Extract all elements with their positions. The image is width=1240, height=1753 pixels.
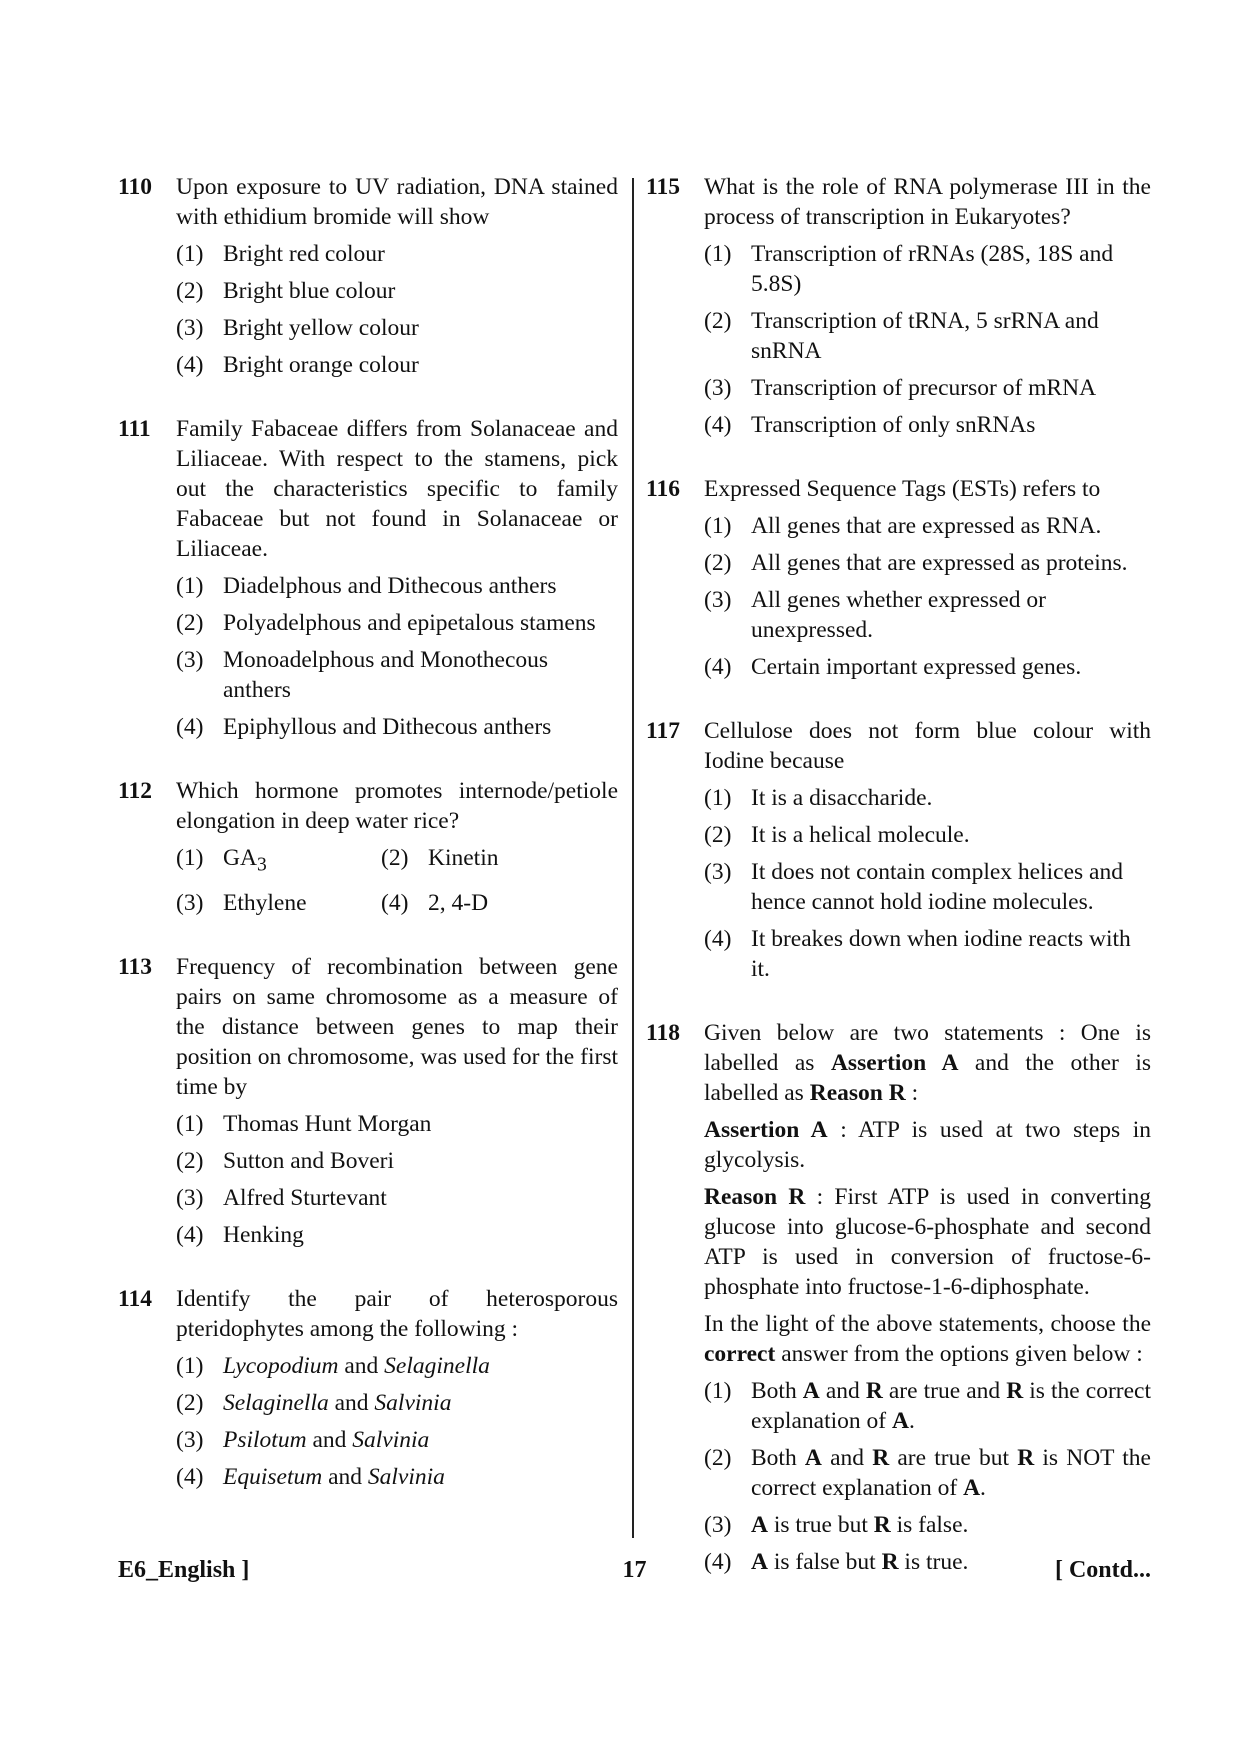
- option-number: (2): [176, 1389, 204, 1416]
- option-text: Polyadelphous and epipetalous stamens: [223, 610, 596, 636]
- option-text: Kinetin: [428, 845, 499, 871]
- option-text: are true and: [888, 1378, 1001, 1404]
- option-text: is false but: [773, 1549, 876, 1575]
- option-4: [381, 888, 581, 918]
- option-3: [704, 1510, 1151, 1540]
- page-footer: [118, 1555, 1151, 1587]
- option-conjunction: and: [328, 1463, 363, 1490]
- option-R: R: [873, 1512, 891, 1538]
- option-number: (1): [704, 241, 732, 267]
- option-text: Bright yellow colour: [223, 315, 419, 341]
- question-110: [118, 172, 618, 380]
- question-stem: Identify the pair of heterosporous pteridophytes among the following :: [176, 1285, 618, 1342]
- option-A: A: [802, 1378, 820, 1404]
- option-text: All genes that are expressed as RNA.: [751, 513, 1102, 539]
- question-number: 117: [646, 718, 680, 744]
- option-3: [704, 373, 1151, 403]
- option-3: [176, 1425, 618, 1455]
- instruction-text: answer from the options given below :: [781, 1341, 1143, 1367]
- option-3: [176, 313, 618, 343]
- question-117: [646, 716, 1151, 984]
- question-111: [118, 414, 618, 742]
- option-A: A: [751, 1549, 768, 1575]
- option-4: [704, 410, 1151, 440]
- option-text: is false.: [896, 1512, 969, 1538]
- option-4: [176, 712, 618, 742]
- assertion-label: Assertion A: [830, 1050, 959, 1076]
- option-4: [704, 924, 1151, 984]
- page-number: 17: [622, 1557, 647, 1583]
- question-number: 111: [118, 416, 151, 442]
- option-text: is true.: [904, 1549, 969, 1575]
- question-118: [646, 1018, 1151, 1577]
- option-3: [704, 585, 1151, 645]
- question-number: 114: [118, 1285, 152, 1312]
- option-number: (2): [704, 308, 732, 334]
- option-number: (3): [176, 647, 204, 673]
- option-text: All genes whether expressed or unexpressed.: [751, 587, 1046, 643]
- options-grid: [176, 843, 618, 918]
- assertion-statement: [704, 1115, 1151, 1175]
- option-text: Alfred Sturtevant: [223, 1184, 387, 1211]
- instruction-text: In the light of the above statements, choose the: [704, 1311, 1151, 1337]
- option-text: are true but: [897, 1445, 1009, 1471]
- option-number: (2): [176, 610, 204, 636]
- option-2: [176, 1388, 618, 1418]
- question-number: 116: [646, 476, 680, 502]
- stem-text: Given below are two statements : One is labelled as: [704, 1020, 1151, 1076]
- option-text: Epiphyllous and Dithecous anthers: [223, 714, 552, 740]
- option-text: Bright orange colour: [223, 352, 419, 378]
- option-number: (4): [176, 1463, 204, 1490]
- option-number: (1): [176, 845, 204, 871]
- option-number: (4): [704, 654, 732, 680]
- option-R: R: [872, 1445, 890, 1471]
- option-2: [176, 1146, 618, 1176]
- option-number: (3): [704, 375, 732, 401]
- reason-label: Reason R: [704, 1184, 806, 1210]
- option-genus-a: Equisetum: [223, 1463, 323, 1490]
- option-text: Bright red colour: [223, 241, 385, 267]
- option-text: Transcription of precursor of mRNA: [751, 375, 1097, 401]
- emphasis-word: correct: [704, 1341, 776, 1367]
- question-stem: Expressed Sequence Tags (ESTs) refers to: [704, 476, 1101, 502]
- question-115: [646, 172, 1151, 440]
- option-4: [176, 350, 618, 380]
- option-2: [704, 548, 1151, 578]
- question-114: [118, 1284, 618, 1492]
- option-text: Both: [751, 1378, 797, 1404]
- reason-statement: [704, 1182, 1151, 1302]
- option-1: [704, 783, 1151, 813]
- question-stem: Frequency of recombination between gene pairs on same chromosome as a measure of the distance between genes to map their position on chromosome, was used for the first time by: [176, 953, 618, 1100]
- option-1: [704, 1376, 1151, 1436]
- option-text: Monoadelphous and Monothecous anthers: [223, 647, 549, 703]
- option-4: [176, 1462, 618, 1492]
- option-2: [176, 276, 618, 306]
- option-conjunction: and: [334, 1389, 369, 1416]
- option-number: (3): [176, 1426, 204, 1453]
- option-text: Bright blue colour: [223, 278, 396, 304]
- option-genus-b: Salvinia: [367, 1463, 445, 1490]
- option-1: [704, 239, 1151, 299]
- option-1: [176, 1109, 618, 1139]
- option-4: [176, 1220, 618, 1250]
- option-text: It is a disaccharide.: [751, 785, 933, 811]
- continued-label: [ Contd...: [1054, 1557, 1151, 1583]
- option-text: Thomas Hunt Morgan: [223, 1110, 432, 1137]
- option-text: .: [908, 1408, 915, 1434]
- option-number: (1): [704, 513, 732, 539]
- option-3: [704, 857, 1151, 917]
- footer-label: E6_English ]: [118, 1557, 250, 1583]
- option-text: and: [830, 1445, 865, 1471]
- stem-text: :: [911, 1080, 919, 1106]
- option-R: R: [865, 1378, 883, 1404]
- option-number: (4): [381, 889, 409, 916]
- option-text: Both: [751, 1445, 797, 1471]
- question-number: 115: [646, 174, 680, 200]
- stem-text: and the other is labelled as: [704, 1050, 1151, 1106]
- option-number: (3): [704, 859, 732, 885]
- option-text: is true but: [773, 1512, 868, 1538]
- option-R: R: [1017, 1445, 1035, 1471]
- option-number: (1): [176, 1110, 204, 1137]
- option-number: (3): [704, 587, 732, 613]
- assertion-label: Assertion A: [704, 1117, 828, 1143]
- option-text: It breakes down when iodine reacts with it.: [751, 926, 1131, 982]
- option-subscript: 3: [256, 854, 267, 876]
- question-112: [118, 776, 618, 918]
- option-number: (4): [704, 1549, 732, 1575]
- right-column: [646, 172, 1151, 1577]
- option-1: [176, 1351, 618, 1381]
- option-text: Transcription of tRNA, 5 srRNA and snRNA: [751, 308, 1099, 364]
- option-text: is NOT the correct explanation of: [751, 1445, 1151, 1501]
- option-number: (3): [176, 1184, 204, 1211]
- option-text: is the correct explanation of: [751, 1378, 1151, 1434]
- option-3: [176, 645, 618, 705]
- option-conjunction: and: [344, 1352, 379, 1379]
- question-113: [118, 952, 618, 1250]
- option-text: GA: [223, 845, 257, 871]
- option-text: .: [980, 1475, 986, 1501]
- question-stem: Which hormone promotes internode/petiole elongation in deep water rice?: [176, 778, 618, 834]
- option-number: (2): [176, 1147, 204, 1174]
- option-number: (1): [704, 785, 732, 811]
- option-A: A: [963, 1475, 981, 1501]
- question-number: 110: [118, 174, 152, 200]
- option-A: A: [804, 1445, 822, 1471]
- instruction: [704, 1309, 1151, 1369]
- option-A: A: [891, 1408, 909, 1434]
- option-number: (4): [704, 412, 732, 438]
- question-stem: Cellulose does not form blue colour with Iodine because: [704, 718, 1151, 774]
- question-number: 113: [118, 953, 152, 980]
- reason-text: : First ATP is used in converting glucose into glucose-6-phosphate and second ATP is used in conversion of fructose-6-phosphate into fructose-1-6-diphosphate.: [704, 1184, 1151, 1300]
- option-genus-b: Salvinia: [352, 1426, 430, 1453]
- option-3: [176, 1183, 618, 1213]
- option-2: [176, 608, 618, 638]
- option-text: Transcription of rRNAs (28S, 18S and 5.8S): [751, 241, 1114, 297]
- option-text: Sutton and Boveri: [223, 1147, 395, 1174]
- option-number: (1): [176, 241, 204, 267]
- option-text: Certain important expressed genes.: [751, 654, 1082, 680]
- question-116: [646, 474, 1151, 682]
- question-stem: Upon exposure to UV radiation, DNA stained with ethidium bromide will show: [176, 174, 618, 230]
- option-genus-b: Salvinia: [374, 1389, 452, 1416]
- option-number: (2): [704, 822, 732, 848]
- option-conjunction: and: [312, 1426, 347, 1453]
- option-number: (2): [704, 550, 732, 576]
- option-number: (3): [176, 315, 204, 341]
- question-stem: [704, 1018, 1151, 1108]
- question-stem: What is the role of RNA polymerase III in the process of transcription in Eukaryotes?: [704, 174, 1151, 230]
- assertion-text: : ATP is used at two steps in glycolysis.: [704, 1117, 1151, 1173]
- option-number: (2): [176, 278, 204, 304]
- option-text: All genes that are expressed as proteins.: [751, 550, 1128, 576]
- column-divider: [632, 178, 634, 1538]
- option-4: [704, 652, 1151, 682]
- option-1: [176, 571, 618, 601]
- option-number: (1): [176, 573, 204, 599]
- option-text: Transcription of only snRNAs: [751, 412, 1036, 438]
- option-2: [381, 843, 581, 881]
- option-number: (2): [704, 1445, 732, 1471]
- option-text: 2, 4-D: [428, 889, 489, 916]
- question-number: 118: [646, 1020, 680, 1046]
- option-text: and: [825, 1378, 860, 1404]
- option-A: A: [751, 1512, 768, 1538]
- option-R: R: [1006, 1378, 1024, 1404]
- option-genus-b: Selaginella: [384, 1352, 490, 1379]
- option-2: [704, 306, 1151, 366]
- option-text: Henking: [223, 1221, 304, 1248]
- option-1: [704, 511, 1151, 541]
- option-R: R: [881, 1549, 899, 1575]
- option-number: (4): [704, 926, 732, 952]
- option-number: (3): [176, 889, 204, 916]
- option-1: [176, 239, 618, 269]
- option-number: (4): [176, 352, 204, 378]
- question-number: 112: [118, 778, 152, 804]
- reason-label: Reason R: [809, 1080, 906, 1106]
- option-number: (1): [704, 1378, 732, 1404]
- option-3: [176, 888, 381, 918]
- option-number: (1): [176, 1352, 204, 1379]
- option-2: [704, 820, 1151, 850]
- option-number: (3): [704, 1512, 732, 1538]
- option-1: [176, 843, 381, 881]
- option-genus-a: Selaginella: [223, 1389, 329, 1416]
- option-text: Diadelphous and Dithecous anthers: [223, 573, 557, 599]
- question-stem: Family Fabaceae differs from Solanaceae and Liliaceae. With respect to the stamens, pick out the characteristics specific to family Fabaceae but not found in Solanaceae or Liliaceae.: [176, 416, 618, 562]
- option-number: (4): [176, 714, 204, 740]
- option-text: Ethylene: [223, 889, 307, 916]
- option-genus-a: Lycopodium: [223, 1352, 339, 1379]
- option-text: It is a helical molecule.: [751, 822, 970, 848]
- left-column: [118, 172, 618, 1492]
- option-number: (4): [176, 1221, 204, 1248]
- option-number: (2): [381, 845, 409, 871]
- option-text: It does not contain complex helices and hence cannot hold iodine molecules.: [751, 859, 1123, 915]
- option-2: [704, 1443, 1151, 1503]
- option-genus-a: Psilotum: [223, 1426, 307, 1453]
